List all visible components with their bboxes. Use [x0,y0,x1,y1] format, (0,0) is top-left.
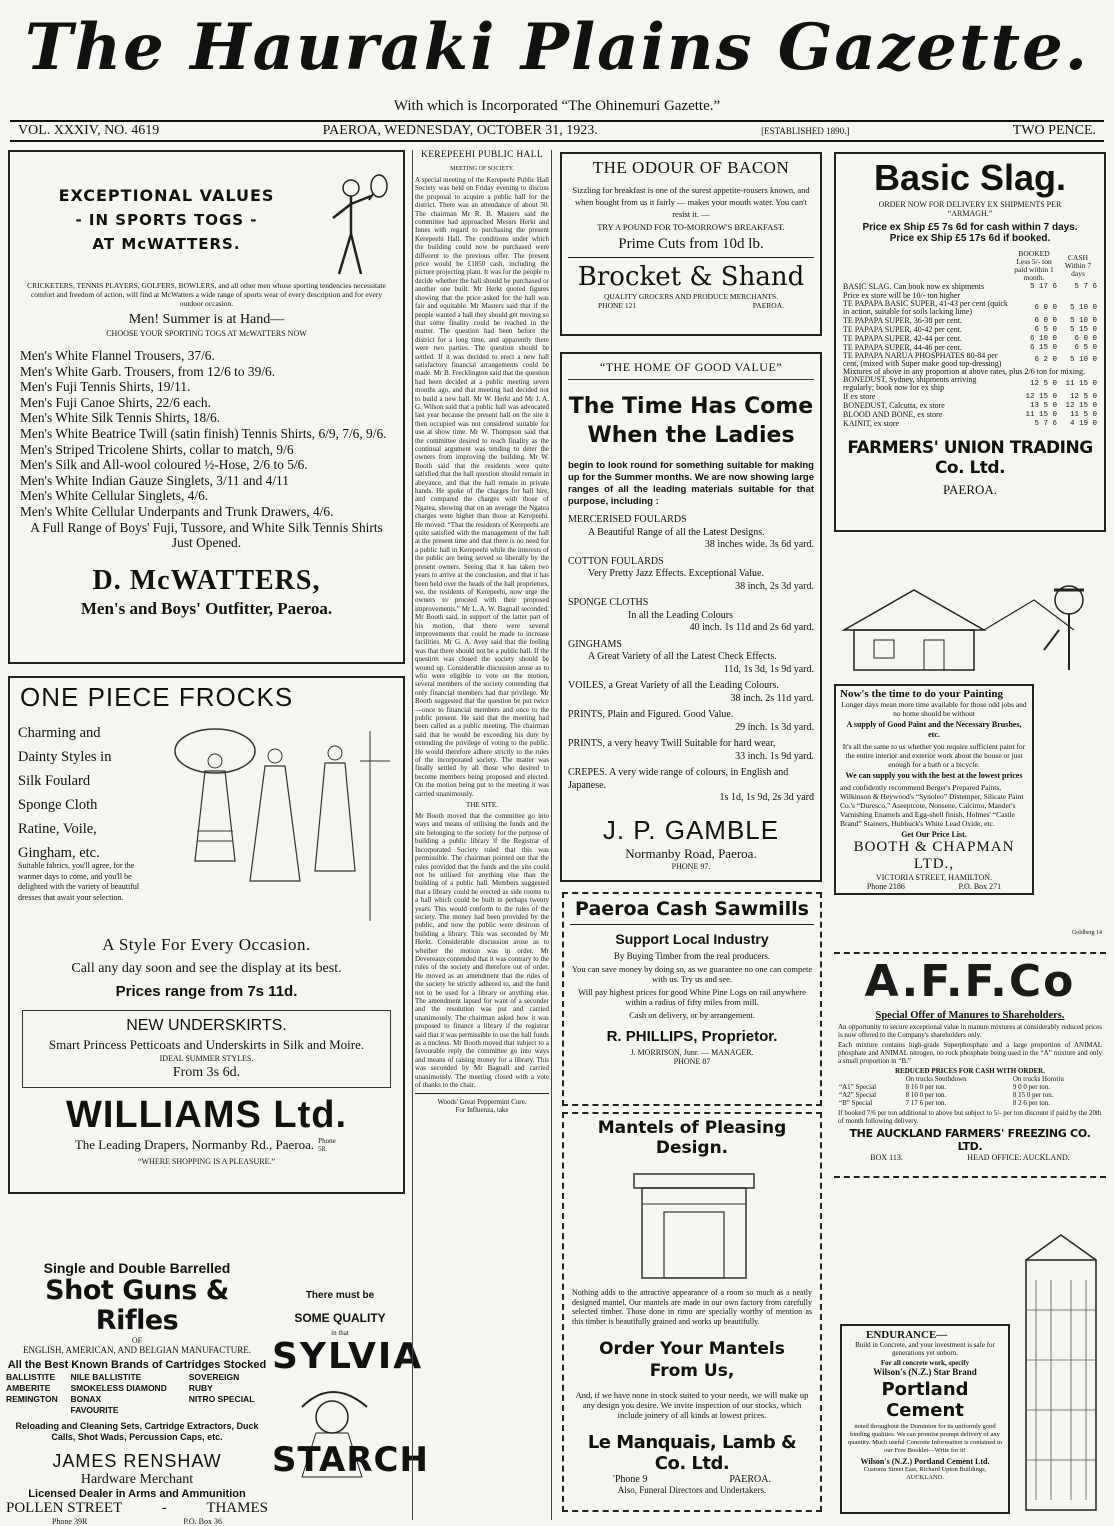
cell: 6 0 0 [1034,304,1057,312]
cell: TE PAPAPA SUPER, 42-44 per cent. [843,334,962,343]
williams-name: WILLIAMS Ltd. [65,1094,348,1136]
cell: 12 15 0 [1065,401,1097,410]
style-line: Gingham, etc. [18,845,100,861]
affco-reduced: REDUCED PRICES FOR CASH WITH ORDER. [894,1067,1045,1075]
style-line: Sponge Cloth [18,797,98,813]
fabric-name: PRINTS, Plain and Figured. Good Value. [568,709,734,720]
dateline [10,120,1104,142]
slag-price-cash: Price ex Ship £5 7s 6d for cash within 7 days. [862,222,1078,233]
list-item: Men's Striped Tricolene Shirts, collar to match, 9/6 [20,441,294,457]
renshaw-dash: - [161,1500,167,1516]
list-item: Men's White Indian Gauze Singlets, 3/11 and 4/11 [20,472,289,488]
fabric-name: PRINTS, a very heavy Twill Suitable for hard wear, [568,738,776,749]
list-item: Men's Fuji Tennis Shirts, 19/11. [20,379,191,395]
sylvia-line-2: SOME QUALITY [294,1311,386,1325]
basic-slag-ad [834,152,1106,532]
cement-p1: Build in Concrete, and your investment is safe for generations yet unborn. [855,1341,995,1357]
underskirts-heading: NEW UNDERSKIRTS. [126,1017,287,1034]
mantels-name: Le Manquais, Lamb & Co. Ltd. [587,1432,797,1474]
bacon-title: THE ODOUR OF BACON [592,158,790,177]
established-note: [ESTABLISHED 1890.] [761,126,850,136]
renshaw-name: JAMES RENSHAW [52,1451,222,1471]
fabric-price: 29 inch. 1s 3d yard. [735,721,814,733]
sawmills-ad [562,892,822,1106]
brocket-name: Brocket & Shand [577,262,805,292]
fabric-name: COTTON FOULARDS [568,555,664,567]
cell: 6 2 0 [1034,356,1057,364]
fabric-list [568,514,814,805]
article-footer-2: For Influenza, take [455,1106,509,1115]
table-row [842,316,1098,325]
mantels-also: Also, Funeral Directors and Undertakers. [617,1485,767,1495]
article-footer-1: Woods' Great Peppermint Cure. [437,1098,527,1107]
cell: “A1” Special [839,1083,877,1091]
table-row [838,1099,1102,1107]
cell: 5 10 0 [1069,356,1097,364]
underskirts-box [22,1010,391,1088]
slag-order: ORDER NOW FOR DELIVERY EX SHIPMENTS PER “ARMAGH.” [878,200,1062,218]
article-body-2: Mr Booth moved that the committee go into ways and means of utilising the funds and the site belonging to the society for the purpose of building a public library if the Registrar of Incorporated Society ruled that this was permissible. The chairman pointed out that the rules provided that the funds and the site could not be utilised for anything else than the building of a public hall. Members suggested that a library could be erected as side rooms to a hall which could be built in perhaps twenty years. This would conform to the rules of the society. The money had been provided by the public, and now the public were desirous of building a library. This was seconded by Mr Herkt. Considerable discussion arose as to whether the motion was in order. Mr Devereaux contended that it was contrary to the rules of the society and therefore out of order. He moved as an amendment that the rules of the society be strictly adhered to, and the fund not to be used for a library or anything else. The amendment lapsed for want of a seconder and the resolution was put and carried unanimously. The chairman asked how it was proposed to finance a library if the registrar said that it was permissible to use the hall funds as a nucleus. Mr Booth moved that subject to a favourable reply the committee go into ways and means of raising money for a library. This was seconded by Mr Bagnall and carried unanimously. The meeting closed with a vote of thanks to the chair. [415,812,549,1090]
cell: 6 5 0 [1034,325,1057,334]
mantels-body: Nothing adds to the attractive appearance of a room so much as a neatly designed mantel. Our mantels are made in our own factory from carefully selected timber. Those done in rimu are specially worthy of mention as this timber is beautifully grained and works up beautifully. [572,1288,812,1326]
cement-company: Wilson's (N.Z.) Portland Cement Ltd. [860,1457,990,1466]
booth-name: BOOTH & CHAPMAN LTD., [853,839,1015,872]
brand: FAVOURITE [70,1405,119,1415]
col-cash: CASH Within 7 days [1064,253,1092,278]
cement-p2: For all concrete work, specify [880,1359,970,1367]
affco-box: BOX 113. [870,1153,903,1162]
cell: 12 15 0 [1025,392,1057,401]
table-row [842,392,1098,401]
affco-name: THE AUCKLAND FARMERS' FREEZING CO. LTD. [849,1127,1091,1153]
masthead-subtitle: With which is Incorporated “The Ohinemuri Gazette.” [393,98,721,114]
cement-address: Customs Street East, Richard Upton Buildings, AUCKLAND. [863,1466,987,1481]
col-booked: BOOKED Less 5/- ton paid within 1 month. [1014,249,1054,282]
mantels-phone: 'Phone 9 [613,1474,648,1485]
list-item: Men's White Garb. Trousers, from 12/6 to 39/6. [20,363,276,379]
slag-title: Basic Slag. [873,157,1067,198]
fabric-desc: A Beautiful Range of all the Latest Designs. [588,526,765,538]
mantels-order: Order Your Mantels From Us, [599,1339,785,1381]
table-row [842,300,1098,316]
brand: BONAX [70,1394,102,1404]
fabric-desc: A Great Variety of all the Latest Check Effects. [588,651,777,662]
cell: 5 7 6 [1074,282,1097,291]
article-subhead-site: THE SITE. [466,801,498,810]
renshaw-phone: Phone 39R [51,1517,88,1526]
cell: KAINIT, ex store [843,419,900,428]
sawmills-prop: R. PHILLIPS, Proprietor. [606,1028,778,1045]
building-illustration [1016,1230,1106,1510]
cell: 12 5 0 [1069,392,1097,401]
brand: BALLISTITE [6,1372,56,1382]
cell: 8 2 6 per ton. [1012,1099,1051,1107]
list-item: Men's White Silk Tennis Shirts, 18/6. [20,410,220,426]
cell: Mixtures of above in any proportion at above rates, plus 2/6 ton for mixing. [843,367,1085,376]
cell: 8 10 0 per ton. [905,1091,947,1099]
cell: 5 15 0 [1069,325,1097,334]
cell: 7 17 6 per ton. [905,1099,947,1107]
article-body-1: A special meeting of the Kerepeehi Public Hall Society was held on Friday evening to discuss the proposal to acquire a public hall for the district. There was an attendance of about 50. The chairman Mr R. B. Masters said the committee had approached Messrs Herkt and Innes with regard to purchasing the present Kerepeehi Hall. The conditions under which the building could now be purchased were different to the previous offer. The present price would be £1850 cash, including the picture projecting plant. It was for the people to decide whether the hall should be purchased or another one built. Mr Herkt quoted figures showing that the price asked for the hall was fair and equitable. Mr Masters said that if the people wanted a hall they should get moving so that some finality could be reached in the matter. The question had been before the district for a long time, and apparently there were two parties. The question should be settled. If it was decided to erect a new hall satisfactory financial arrangements could be made. Mr B. Frecklington said that the question had been decided at a public meeting seven months ago, and that meeting had decided not to build a new hall. Mr W. Herkt and Mr J. A. G. Wilson said that a public hall was advocated last year because the present hall on the site it then occupied was not considered suitable for use at show time. Mr W. Thompson said that the committee desired to reach finality as the continual argument was tending to deter the owners from improving the building. Mr W. Booth said that the residents were quite satisfied that the hall question should remain in abeyance, and that the hall remain in private hands. He spoke of the charges for hall hire, and compared the charges with those of Ngatea, showing that on an average the Ngatea charges were higher than those at Kerepeehi. He moved: “That the residents of Kerepeehi are quite satisfied with the management of the hall at the present time and that there is no need for a public hall in Kerepeehi while the interests of the public are being served so liberally by the present owners. Seeing that it has taken two years to arrive at the conclusion, and that it has been held over the heads of the hall proprietors, we, the residents of Kerepeehi, now urge the owners to proceed with their proposed improvements.” Mr L. A. W. Bagnall seconded. Mr Booth said, in support of the latter part of his motion, that there were several improvements that could be made to increase facilities. Mr G. A. Avey said that the feeling was that there should not be a public hall. If the question was closed the society should be wound up. Considerable discussion arose as to who were eligible to vote on the motion, several members of the society contending that only financial members had that privilege. Mr Booth suggested that the question be put twice—once to financial members and once to the public present. He said that the meeting had been called as a public meeting. The chairman said that he would be exceeding his duty by extending the privilege of voting to the public. He would therefore adhere strictly to the rules of the incorporated society. The matter was finally settled by all those who desired to become members being proposed and elected. On the motion being put to the meeting it was carried unanimously. [415,176,549,798]
sawmills-mgr: J. MORRISON, Junr. — MANAGER. [630,1048,754,1057]
cell: 6 5 0 [1074,343,1097,352]
booth-price-list: Get Our Price List. [901,830,967,839]
booth-p1: Longer days mean more time available for those odd jobs and no home should be without [841,700,1027,718]
bacon-try: TRY A POUND FOR TO-MORROW'S BREAKFAST. [597,222,785,232]
renshaw-ad [4,1260,270,1526]
style-line: Silk Foulard [18,773,91,789]
list-item: A Full Range of Boys' Fuji, Tussore, and White Silk Tennis Shirts Just Opened. [30,519,383,551]
gamble-ad [560,352,822,882]
renshaw-licence: Licensed Dealer in Arms and Ammunition [28,1488,246,1500]
mantels-town: PAEROA. [729,1474,771,1485]
cell: BONEDUST, Sydney, shipments arriving regularly; book now for ex ship [843,375,977,392]
issue-price: TWO PENCE. [1012,123,1096,138]
table-row [842,334,1098,343]
cell: 5 7 6 [1034,419,1057,428]
fabric-price: 38 inch. 2s 11d yard. [730,692,814,704]
list-item: Men's White Flannel Trousers, 37/6. [20,348,215,363]
cement-endurance: ENDURANCE— [866,1329,948,1341]
cell: 11 15 0 [1065,380,1097,388]
mantels-more: And, if we have none in stock suited to your needs, we will make up any design you desire. We invite inspection of our stocks, which include joinery of all kinds at lowest prices. [575,1390,809,1420]
mantels-ad [562,1112,822,1512]
cement-ad [834,1230,1106,1518]
cell: If ex store [843,392,876,401]
renshaw-mfr: ENGLISH, AMERICAN, AND BELGIAN MANUFACTURE. [22,1345,252,1355]
williams-title: ONE PIECE FROCKS [20,682,294,712]
table-row [842,401,1098,410]
cell: 13 5 0 [1029,401,1057,410]
booth-phone: Phone 2186 [866,882,905,891]
renshaw-of: OF [131,1336,143,1345]
fabric-name: CREPES. A very wide range of colours, in English and Japanese. [568,767,789,791]
cell: 11 5 0 [1069,410,1097,419]
table-row [842,410,1098,419]
williams-suitable: Suitable fabrics, you'll agree, for the warmer days to come, and you'll be delighted with the variety of beautiful dresses that await your selection. [18,861,140,902]
fabric-price: 40 inch. 1s 11d and 2s 6d yard. [689,622,814,633]
booth-box: P.O. Box 271 [958,882,1002,891]
underskirts-text: Smart Princess Petticoats and Underskirts in Silk and Moire. [48,1037,365,1052]
cell: BLOOD AND BONE, ex store [843,410,943,419]
williams-phone: Phone 58. [318,1137,336,1153]
affco-price-table [838,1075,1102,1107]
slag-company: FARMERS' UNION TRADING Co. Ltd. [847,438,1093,478]
slag-price-booked: Price ex Ship £5 17s 6d if booked. [889,233,1051,244]
renshaw-h2: Shot Guns & Rifles [45,1275,229,1336]
masthead-title: The Hauraki Plains Gazette. [24,10,1090,85]
cell: 12 5 0 [1029,380,1057,388]
booth-heading: Now's the time to do your Painting [840,688,1003,700]
cell: 8 16 0 per ton. [905,1083,947,1091]
house-painter-illustration [834,560,1106,680]
booth-artist: Goldberg 14 [1071,930,1102,936]
affco-p2: Each mixture contains high-grade Superphosphate and a large proportion of ANIMAL phosphate and ANIMAL nitrogen, no rock phosphate being used in the “A” mixture and only a small proportion in “B.” [838,1041,1102,1065]
table-row [842,419,1098,428]
renshaw-street: POLLEN STREET [6,1500,123,1516]
fabric-desc: In all the Leading Colours [628,609,733,621]
mcw-name: D. McWATTERS, [92,564,321,596]
cell: TE PAPAPA SUPER, 44-46 per cent. [843,343,962,352]
cell: TE PAPAPA SUPER, 36-38 per cent. [843,316,962,325]
sylvia-starch-ad [272,1290,429,1520]
mcw-tagline: Men's and Boys' Outfitter, Paeroa. [80,598,333,618]
list-item: Men's White Cellular Underpants and Trunk Drawers, 4/6. [20,503,334,519]
table-row [842,282,1098,291]
sawmills-support: Support Local Industry [615,931,769,947]
cell: 5 17 6 [1029,282,1057,291]
brand: NITRO SPECIAL [188,1394,255,1404]
renshaw-h1: Single and Double Barrelled [43,1260,231,1276]
cell: BASIC SLAG. Can book now ex shipments [843,282,985,291]
cell: 5 10 0 [1069,304,1097,312]
fabric-price: 33 inch. 1s 9d yard. [735,750,814,762]
fabric-price: 38 inch, 2s 3d yard. [735,580,814,592]
fabric-name: VOILES, a Great Variety of all the Leading Colours. [568,680,779,691]
affco-office: HEAD OFFICE: AUCKLAND. [967,1153,1070,1162]
list-item: Men's White Beatrice Twill (satin finish) Tennis Shirts, 6/9, 7/6, 9/6. [20,425,387,441]
cement-name: Portland Cement [881,1379,969,1421]
brand: REMINGTON [6,1394,58,1404]
fabric-name: SPONGE CLOTHS [568,597,649,608]
sawmills-by: By Buying Timber from the real producers. [613,951,771,961]
brand: SOVEREIGN [188,1372,240,1382]
bacon-body: Sizzling for breakfast is one of the surest appetite-rousers known, and when bought from us it fairly — makes your mouth water. You can't resist it. — [572,185,810,219]
slag-price-table [842,250,1098,428]
brand: NILE BALLISTITE [70,1372,142,1382]
gamble-phone: PHONE 97. [671,861,711,871]
renshaw-box: P.O. Box 36 [183,1517,222,1526]
fabric-name: GINGHAMS [568,638,622,650]
affco-special: Special Offer of Manures to Shareholders. [875,1010,1065,1021]
issue-date: PAEROA, WEDNESDAY, OCTOBER 31, 1923. [322,123,598,138]
booth-p2: It's all the same to us whether you require sufficient paint for the entire interior and exterior work about the house or just enough for a bath or a bicycle. [842,742,1026,769]
mcw-headline-2: - IN SPORTS TOGS - [75,211,258,229]
gamble-addr: Normanby Road, Paeroa. [625,845,757,861]
renshaw-town: THAMES [206,1500,268,1516]
cartridge-brands [4,1371,270,1417]
col-horotiu: On trucks Horotiu [1012,1075,1064,1083]
cell: 8 15 0 per ton. [1012,1091,1054,1099]
style-line: Dainty Styles in [18,749,112,765]
cement-p3: noted throughout the Dominion for its uniformly good binding qualities. We can promise prompt delivery of any quantity. Much useful Concrete Information is contained in our Free Booklet—Write for it! [847,1423,1003,1454]
list-item: Men's Silk and All-wool coloured ½-Hose, 2/6 to 5/6. [20,457,308,473]
cell: 6 10 0 [1029,334,1057,343]
mcw-headline-1: EXCEPTIONAL VALUES [58,186,275,205]
cell: TE PAPAPA BASIC SUPER, 41-43 per cent (quick in action, suitable for soils lacking lime) [843,299,1008,316]
style-line: Charming and [18,725,101,741]
brand: AMBERITE [6,1383,51,1393]
kerepeehi-article [412,150,552,1520]
cell: 5 10 0 [1069,316,1097,325]
cement-brand: Wilson's (N.Z.) Star Brand [873,1367,977,1377]
mcwatters-ad [8,150,405,664]
mantel-illustration [572,1164,816,1284]
cell: 4 19 0 [1069,419,1097,428]
cell: “B” Special [839,1099,873,1107]
mcw-choose: CHOOSE YOUR SPORTING TOGS AT McWATTERS NOW [106,329,307,338]
brand: RUBY [188,1383,213,1393]
fabric-price: 11d, 1s 3d, 1s 9d yard. [723,663,814,675]
cell: 6 15 0 [1029,343,1057,352]
cell: BONEDUST, Calcutta, ex store [843,401,945,410]
sawmills-save: You can save money by doing so, as we guarantee no one can compete with us. Try us and see. [571,964,813,984]
renshaw-best: All the Best Known Brands of Cartridges Stocked [7,1359,267,1371]
williams-call: Call any day soon and see the display at its best. [71,961,342,976]
slag-town: PAEROA. [942,482,998,497]
frocks-illustration [145,721,395,931]
booth-best: We can supply you with the best at the lowest prices [845,771,1023,780]
gamble-h2: When the Ladies [587,423,795,448]
table-row [842,352,1098,368]
list-item: Men's Fuji Canoe Shirts, 22/6 each. [20,394,211,410]
col-southdown: On trucks Southdown [905,1075,967,1083]
brocket-town: PAEROA. [752,301,784,310]
table-row [842,376,1098,392]
williams-lead: The Leading Drapers, Normanby Rd., Paeroa. [74,1137,315,1152]
mcw-item-list [20,348,393,551]
fabric-price: 38 inches wide. 3s 6d yard. [704,539,814,550]
booth-p3: and confidently recommend Berger's Prepared Paints, Wilkinson & Heywood's “Synoleo” Distemper, Silicate Paint Co.'s “Duresco,” Aseeptcote, Nonsene, Calcimo, Mander's Varnishing Enamels and Egg-shell finish, Holmes' “Castle Brand” Stainers, Hubbuck's White Lead Oxide, etc. [840,783,1024,828]
starch-word: STARCH [272,1440,429,1480]
underskirts-price: From 3s 6d. [172,1065,241,1080]
affco-logo: A.F.F.Co [864,956,1076,1007]
affco-ad [834,952,1106,1178]
fabric-desc: Very Pretty Jazz Effects. Exceptional Value. [588,568,764,579]
booth-supply: A supply of Good Paint and the Necessary Brushes, etc. [846,720,1022,739]
gamble-name: J. P. GAMBLE [602,814,780,845]
brocket-shand-ad [560,152,822,336]
sawmills-cash: Cash on delivery, or by arrangement. [629,1010,755,1020]
brand: SMOKELESS DIAMOND [70,1383,167,1393]
sylvia-line-1: There must be [305,1290,375,1301]
tennis-player-illustration [313,174,393,279]
mantels-h1: Mantels of Pleasing [597,1118,787,1138]
sylvia-brand: SYLVIA [272,1336,424,1377]
cell: Price ex store will be 10/- ton higher [843,291,961,300]
table-row [838,1083,1102,1091]
cell: 11 15 0 [1025,410,1057,419]
table-row [838,1091,1102,1099]
cell: 9 0 0 per ton. [1012,1083,1051,1091]
article-title: KEREPEEHI PUBLIC HALL [421,150,543,160]
booth-chapman-ad [834,560,1106,940]
mcw-intro: CRICKETERS, TENNIS PLAYERS, GOLFERS, BOWLERS, and all other men whose sporting tendencies necessitate comfort and freedom of action, will find at McWatters a wide range of sports wear of every description and for every outdoor occasion. [27,281,386,308]
renshaw-role: Hardware Merchant [80,1472,194,1487]
gamble-h1: The Time Has Come [568,394,814,419]
brocket-phone: PHONE 121 [598,301,637,310]
fabric-name: MERCERISED FOULARDS [568,514,687,525]
williams-style: A Style For Every Occasion. [102,935,311,954]
brocket-qual: QUALITY GROCERS AND PRODUCE MERCHANTS. [603,292,779,301]
cell: TE PAPAPA SUPER, 40-42 per cent. [843,325,962,334]
cell: 6 0 0 [1074,334,1097,343]
sawmills-phone: PHONE 87 [673,1057,711,1066]
cell: TE PAPAPA NARUA PHOSPHATES 80-84 per cent, (mixed with Super make good top-dressing) [843,351,1002,368]
mcw-headline-3: AT McWATTERS. [92,235,241,253]
mantels-h2: Design. [655,1138,729,1158]
sawmills-pay: Will pay highest prices for good White Pine Logs on rail anywhere within a radius of fifty miles from mill. [578,987,806,1007]
style-line: Ratine, Voile, [18,821,97,837]
gamble-home: “THE HOME OF GOOD VALUE” [568,360,814,380]
renshaw-tools: Reloading and Cleaning Sets, Cartridge Extractors, Duck Calls, Shot Wads, Percussion Caps, etc. [15,1421,259,1442]
fabric-price: 1s 1d, 1s 9d, 2s 3d yard [719,792,814,803]
list-item: Men's White Cellular Singlets, 4/6. [20,488,209,504]
article-subtitle: MEETING OF SOCIETY. [450,166,514,172]
bacon-prime: Prime Cuts from 10d lb. [618,236,764,252]
gamble-intro: begin to look round for something suitable for making up for the Summer months. We are now showing large ranges of all the leading materials suitable for that purpose, including : [568,460,814,507]
booth-street: VICTORIA STREET, HAMILTON. [875,873,993,882]
table-row [842,325,1098,334]
affco-p3: If booked 7/6 per ton additional to above but subject to 5/- per ton discount if paid by the 20th of month following delivery. [838,1109,1102,1125]
sylvia-line-3: in that [331,1329,349,1337]
williams-prices: Prices range from 7s 11d. [115,983,298,1000]
cement-box [840,1324,1010,1514]
underskirts-styles: IDEAL SUMMER STYLES. [159,1054,254,1063]
cell: 6 0 0 [1034,316,1057,325]
affco-p1: An opportunity to secure exceptional value in manure mixtures at considerably reduced prices is now offered to the Company's shareholders only. [838,1023,1102,1039]
cell: “A2” Special [839,1091,877,1099]
williams-ad [8,676,405,1194]
williams-motto: “WHERE SHOPPING IS A PLEASURE.” [137,1157,276,1166]
volume-number: VOL. XXXIV, NO. 4619 [18,123,160,138]
mcw-summer: Men! Summer is at Hand— [128,312,285,327]
sawmills-title: Paeroa Cash Sawmills [575,898,809,920]
